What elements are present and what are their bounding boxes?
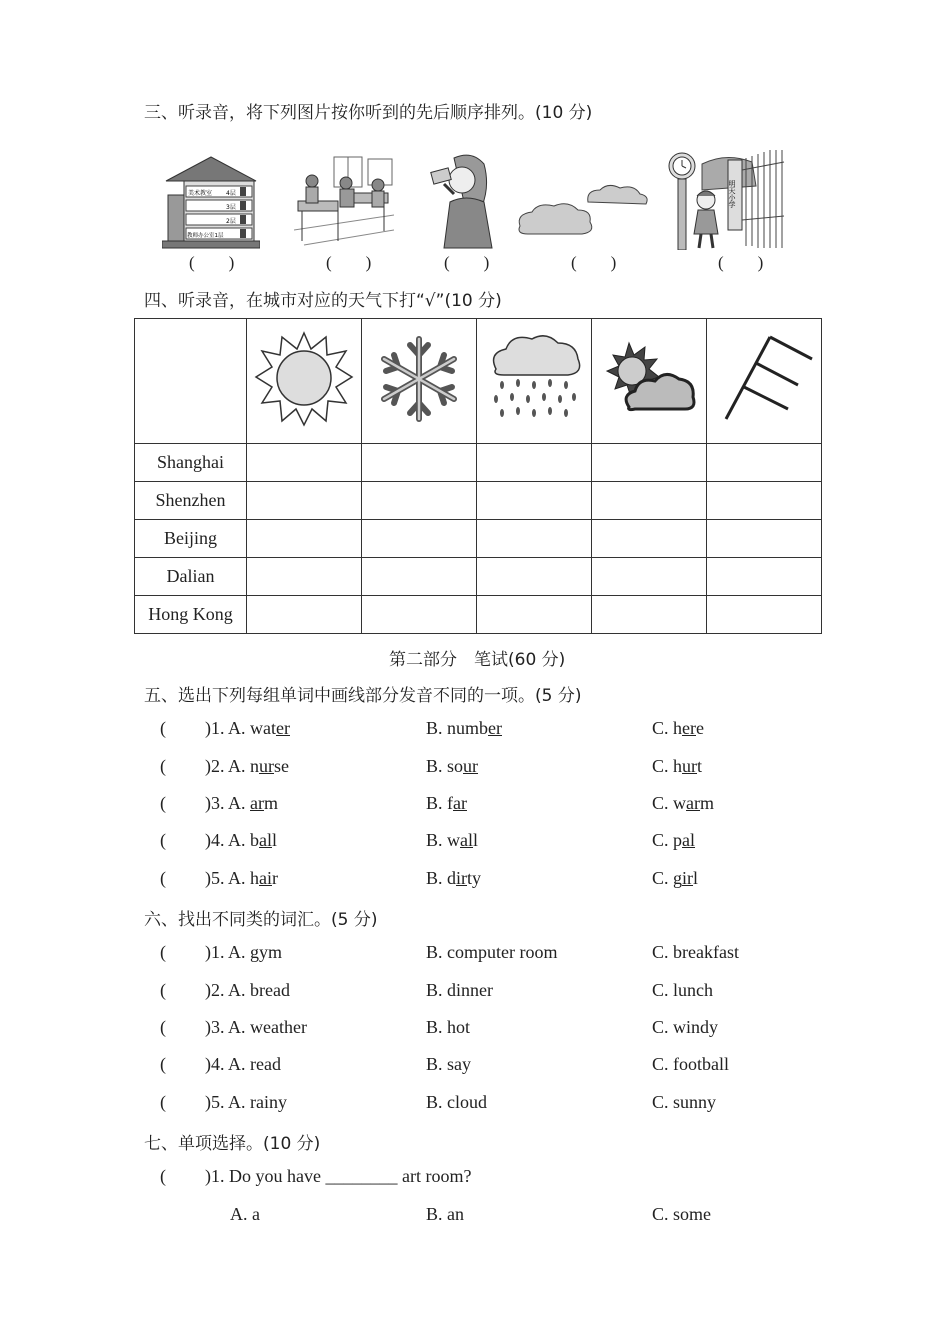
word-part: C. p xyxy=(652,830,683,850)
underlined-part: ir xyxy=(456,868,468,888)
option-c[interactable]: C. lunch xyxy=(652,980,713,1000)
word-part: C. h xyxy=(652,756,683,776)
option-7-1-c[interactable]: C. some xyxy=(652,1204,712,1224)
building-label-2f: 2层 xyxy=(226,218,236,225)
word-part: C. g xyxy=(652,868,683,888)
underlined-part: al xyxy=(682,830,696,850)
option-a[interactable]: )5. A. rainy xyxy=(205,1092,287,1112)
section4-title: 四、听录音，在城市对应的天气下打“√”(10 分) xyxy=(144,291,502,311)
school-building-picture xyxy=(162,155,260,250)
underlined-part: er xyxy=(488,718,502,738)
answer-open-paren[interactable]: ( xyxy=(160,756,166,776)
option-c[interactable]: C. football xyxy=(652,1054,729,1074)
rain-cell xyxy=(477,319,592,444)
wind-icon xyxy=(714,329,814,429)
snow-cell xyxy=(362,319,477,444)
check-cell[interactable] xyxy=(477,444,592,482)
check-cell[interactable] xyxy=(592,444,707,482)
option-a[interactable]: )1. A. gym xyxy=(205,942,283,962)
underlined-part: al xyxy=(460,830,474,850)
check-cell[interactable] xyxy=(592,596,707,634)
partly-cloudy-cell xyxy=(592,319,707,444)
option-c[interactable]: C. sunny xyxy=(652,1092,717,1112)
check-cell[interactable] xyxy=(592,520,707,558)
underlined-part: ur xyxy=(463,756,479,776)
partly-cloudy-icon xyxy=(599,329,699,429)
option-a[interactable]: )4. A. read xyxy=(205,1054,281,1074)
word-part: b xyxy=(250,830,259,850)
underlined-part: ur xyxy=(682,756,698,776)
answer-open-paren[interactable]: ( xyxy=(160,1092,166,1112)
city-shenzhen: Shenzhen xyxy=(135,482,247,520)
underlined-part: ur xyxy=(259,756,274,776)
classroom-picture xyxy=(294,155,394,250)
option-a[interactable] xyxy=(205,756,289,777)
sun-icon xyxy=(254,329,354,429)
word-part: m xyxy=(263,793,278,813)
answer-open-paren[interactable]: ( xyxy=(160,830,166,850)
question-number: )4. A. xyxy=(205,830,250,850)
section6-title: 六、找出不同类的词汇。(5 分) xyxy=(144,910,378,930)
option-a[interactable] xyxy=(205,830,277,851)
option-b[interactable]: B. computer room xyxy=(426,942,558,962)
answer-open-paren[interactable]: ( xyxy=(160,942,166,962)
option-a[interactable]: )3. A. weather xyxy=(205,1017,307,1037)
building-label-office-1f: 教师办公室1层 xyxy=(187,233,224,239)
check-cell[interactable] xyxy=(477,482,592,520)
word-part: C. w xyxy=(652,793,687,813)
word-part: n xyxy=(250,756,259,776)
header-empty-cell xyxy=(135,319,247,444)
option-b[interactable]: B. say xyxy=(426,1054,471,1074)
word-part: ty xyxy=(467,868,482,888)
check-cell[interactable] xyxy=(477,520,592,558)
check-cell[interactable] xyxy=(362,444,477,482)
word-part: se xyxy=(274,756,289,776)
option-c[interactable] xyxy=(652,868,698,889)
underlined-part: ai xyxy=(259,868,272,888)
clouds-picture xyxy=(516,180,651,240)
option-b[interactable]: B. hot xyxy=(426,1017,471,1037)
option-b[interactable]: B. cloud xyxy=(426,1092,487,1112)
word-part: r xyxy=(272,868,278,888)
option-a[interactable] xyxy=(205,793,278,814)
underlined-part: er xyxy=(276,718,290,738)
answer-paren-4[interactable]: ( ) xyxy=(571,253,617,272)
check-cell[interactable] xyxy=(247,482,362,520)
word-part: t xyxy=(697,756,703,776)
check-cell[interactable] xyxy=(592,482,707,520)
option-7-1-a[interactable]: A. a xyxy=(230,1204,260,1224)
check-cell[interactable] xyxy=(247,520,362,558)
word-part: B. so xyxy=(426,756,464,776)
word-part: h xyxy=(250,868,259,888)
underlined-part: er xyxy=(682,718,696,738)
word-part: m xyxy=(700,793,715,813)
city-dalian: Dalian xyxy=(135,558,247,596)
question-number: )3. A. xyxy=(205,793,250,813)
check-cell[interactable] xyxy=(477,596,592,634)
option-b[interactable]: B. dinner xyxy=(426,980,493,1000)
option-a[interactable] xyxy=(205,868,278,889)
answer-open-paren[interactable]: ( xyxy=(160,1017,166,1037)
question-number: )5. A. xyxy=(205,868,250,888)
option-a[interactable]: )2. A. bread xyxy=(205,980,290,1000)
word-part: B. w xyxy=(426,830,461,850)
answer-paren-1[interactable]: ( ) xyxy=(189,253,235,272)
check-cell[interactable] xyxy=(362,482,477,520)
section3-title: 三、听录音，将下列图片按你听到的先后顺序排列。(10 分) xyxy=(144,103,593,123)
city-shanghai: Shanghai xyxy=(135,444,247,482)
check-cell[interactable] xyxy=(362,596,477,634)
section5-title: 五、选出下列每组单词中画线部分发音不同的一项。(5 分) xyxy=(144,686,582,706)
option-c[interactable] xyxy=(652,718,704,739)
answer-open-paren[interactable]: ( xyxy=(160,980,166,1000)
weather-table xyxy=(134,318,822,634)
answer-paren-5[interactable]: ( ) xyxy=(718,253,764,272)
wind-cell xyxy=(707,319,822,444)
option-c[interactable] xyxy=(652,793,714,814)
word-part: wat xyxy=(250,718,276,738)
building-label-3f: 3层 xyxy=(226,204,236,211)
underlined-part: al xyxy=(259,830,272,850)
question-number: )1. A. xyxy=(205,718,250,738)
answer-open-paren[interactable]: ( xyxy=(160,1166,166,1186)
option-b[interactable] xyxy=(426,868,481,889)
word-part: l xyxy=(693,868,699,888)
answer-paren-3[interactable]: ( ) xyxy=(444,253,490,272)
answer-paren-2[interactable]: ( ) xyxy=(326,253,372,272)
word-part: C. h xyxy=(652,718,683,738)
school-gate-sign: 明天小学 xyxy=(728,180,736,208)
option-c[interactable] xyxy=(652,756,702,777)
answer-open-paren[interactable]: ( xyxy=(160,793,166,813)
check-cell[interactable] xyxy=(707,558,822,596)
word-part: B. d xyxy=(426,868,457,888)
answer-open-paren[interactable]: ( xyxy=(160,718,166,738)
check-cell[interactable] xyxy=(707,444,822,482)
city-beijing: Beijing xyxy=(135,520,247,558)
option-b[interactable] xyxy=(426,830,478,851)
check-cell[interactable] xyxy=(707,482,822,520)
option-b[interactable] xyxy=(426,756,478,777)
option-a[interactable] xyxy=(205,718,290,739)
word-part: e xyxy=(696,718,704,738)
check-cell[interactable] xyxy=(707,596,822,634)
girl-drinking-picture xyxy=(424,150,494,250)
option-c[interactable] xyxy=(652,830,695,851)
question-number: )2. A. xyxy=(205,756,250,776)
school-gate-picture xyxy=(666,150,786,250)
word-part: B. f xyxy=(426,793,453,813)
snowflake-icon xyxy=(374,329,464,429)
check-cell[interactable] xyxy=(247,596,362,634)
underlined-part: ir xyxy=(682,868,694,888)
word-part: B. numb xyxy=(426,718,489,738)
part2-title: 第二部分 笔试(60 分) xyxy=(389,650,566,670)
check-cell[interactable] xyxy=(592,558,707,596)
option-b[interactable] xyxy=(426,718,502,739)
option-c[interactable]: C. breakfast xyxy=(652,942,739,962)
building-label-4f: 4层 xyxy=(226,190,236,197)
option-c[interactable]: C. windy xyxy=(652,1017,719,1037)
check-cell[interactable] xyxy=(247,444,362,482)
option-7-1-b[interactable]: B. an xyxy=(426,1204,464,1224)
building-label-art-room: 美术教室 xyxy=(188,190,213,197)
sun-cell xyxy=(247,319,362,444)
underlined-part: ar xyxy=(686,793,700,813)
check-cell[interactable] xyxy=(362,558,477,596)
check-cell[interactable] xyxy=(362,520,477,558)
underlined-part: ar xyxy=(250,793,264,813)
section7-title: 七、单项选择。(10 分) xyxy=(144,1134,321,1154)
rain-cloud-icon xyxy=(484,329,584,429)
check-cell[interactable] xyxy=(707,520,822,558)
answer-open-paren[interactable]: ( xyxy=(160,1054,166,1074)
check-cell[interactable] xyxy=(247,558,362,596)
word-part: l xyxy=(272,830,278,850)
question-7-1: )1. Do you have ________ art room? xyxy=(205,1166,472,1186)
underlined-part: ar xyxy=(453,793,467,813)
word-part: l xyxy=(473,830,479,850)
check-cell[interactable] xyxy=(477,558,592,596)
option-b[interactable] xyxy=(426,793,467,814)
city-hong-kong: Hong Kong xyxy=(135,596,247,634)
answer-open-paren[interactable]: ( xyxy=(160,868,166,888)
